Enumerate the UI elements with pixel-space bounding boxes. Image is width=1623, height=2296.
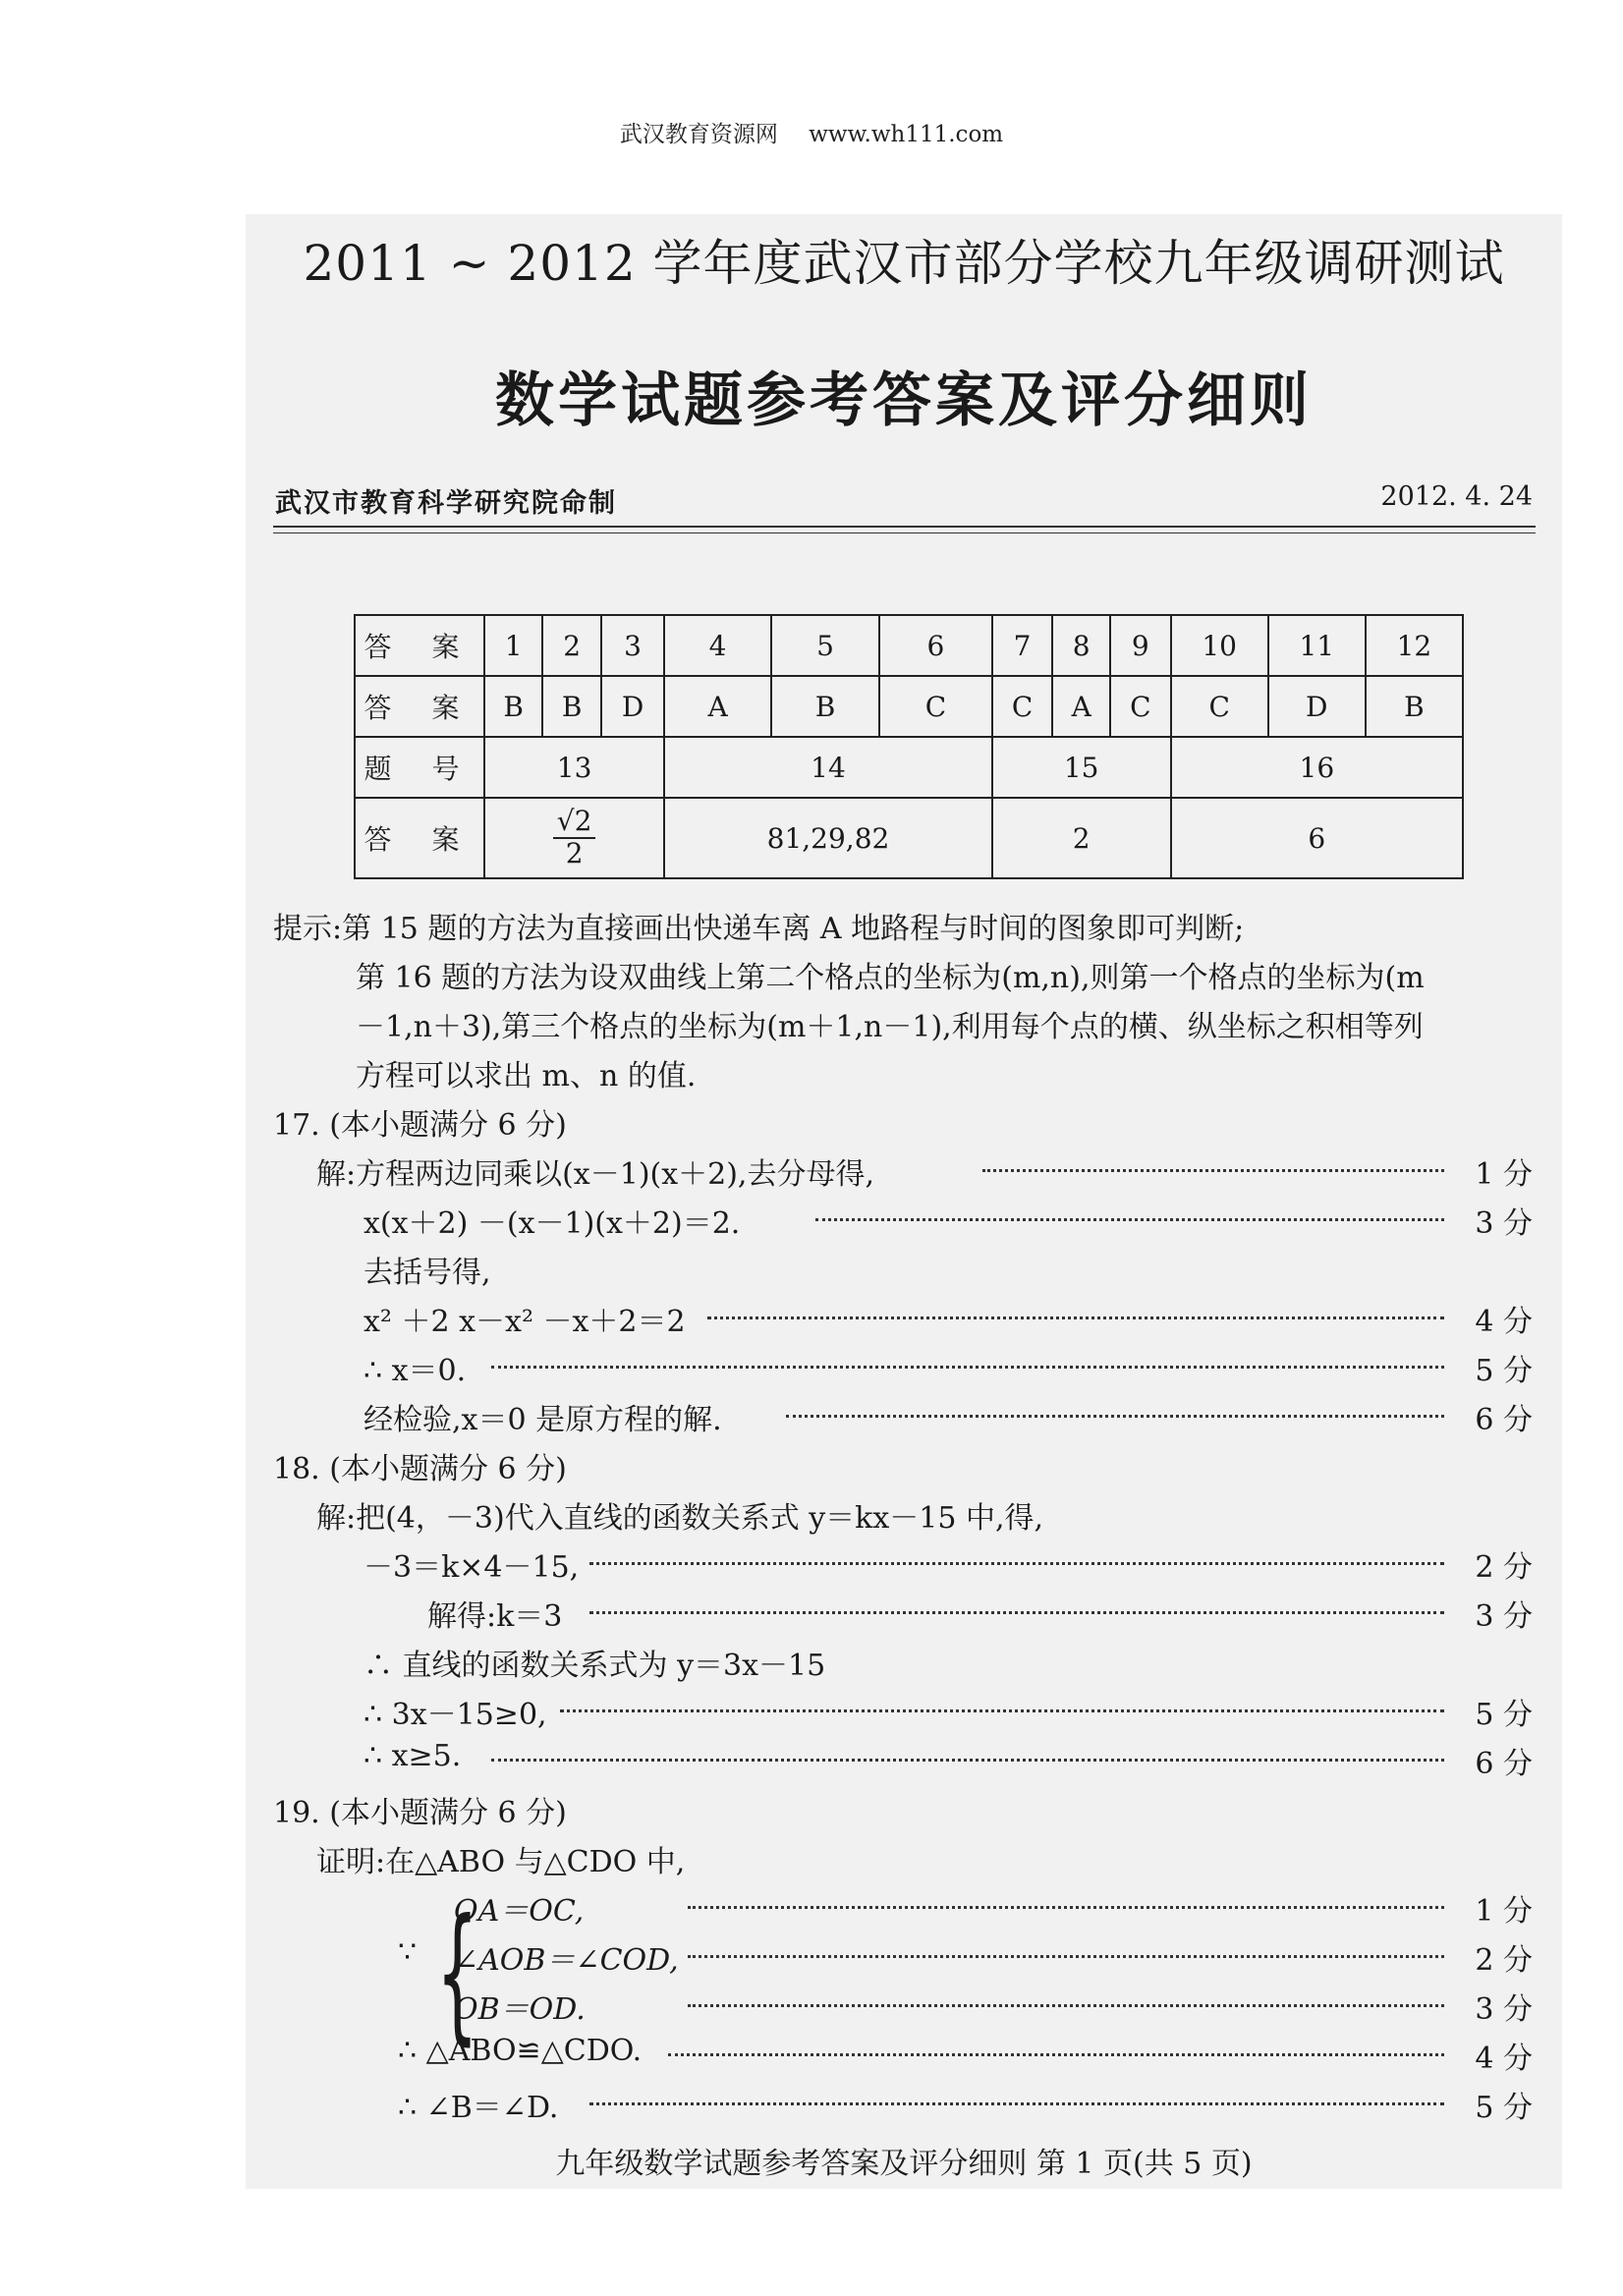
table-cell: A (664, 676, 771, 737)
site-url: www.wh111.com (809, 122, 1004, 147)
score: 6 分 (1475, 1747, 1533, 1781)
leader-dots (589, 2102, 1444, 2105)
doc-title-line1: 2011 ~ 2012 学年度武汉市部分学校九年级调研测试 (303, 235, 1505, 292)
leader-dots (688, 1906, 1444, 1909)
doc-title-line2: 数学试题参考答案及评分细则 (495, 366, 1313, 435)
table-cell: 5 (771, 615, 879, 676)
table-cell: 2 (542, 615, 600, 676)
table-cell: 12 (1366, 615, 1463, 676)
fraction-numerator: √2 (553, 807, 596, 839)
table-row (355, 676, 1463, 737)
table-cell: 3 (601, 615, 664, 676)
table-cell: 4 (664, 615, 771, 676)
table-cell: 10 (1171, 615, 1268, 676)
hint-line: 提示:第 15 题的方法为直接画出快递车离 A 地路程与时间的图象即可判断; (273, 912, 1245, 946)
leader-dots (815, 1218, 1444, 1221)
condition: ∠AOB＝∠COD, (454, 1943, 679, 1978)
table-cell: 9 (1110, 615, 1171, 676)
condition: OB＝OD. (454, 1992, 586, 2027)
solution-step: ∴ ∠B＝∠D. (398, 2091, 559, 2125)
hint-line: 方程可以求出 m、n 的值. (356, 1059, 697, 1093)
because-symbol: ∵ (398, 1935, 418, 1970)
table-cell: C (879, 676, 992, 737)
leader-dots (589, 1562, 1444, 1565)
row-header: 答 案 (355, 676, 484, 737)
table-cell: D (1268, 676, 1366, 737)
table-cell: 15 (992, 737, 1171, 798)
leader-dots (668, 2053, 1444, 2056)
answer-table (354, 614, 1464, 879)
hint-line: 第 16 题的方法为设双曲线上第二个格点的坐标为(m,n),则第一个格点的坐标为(m (356, 961, 1425, 995)
score: 6 分 (1475, 1403, 1533, 1437)
score: 5 分 (1475, 1698, 1533, 1732)
hint-line: －1,n＋3),第三个格点的坐标为(m＋1,n－1),利用每个点的横、纵坐标之积相等列 (356, 1010, 1424, 1044)
solution-step: 解:方程两边同乘以(x－1)(x＋2),去分母得, (316, 1157, 875, 1192)
score: 1 分 (1475, 1894, 1533, 1929)
solution-step: x(x＋2) －(x－1)(x＋2)＝2. (364, 1206, 741, 1241)
table-cell (484, 798, 664, 878)
solution-step: －3＝k×4－15, (364, 1550, 580, 1585)
leader-dots (786, 1415, 1444, 1418)
score: 3 分 (1475, 1599, 1533, 1634)
leader-dots (560, 1709, 1444, 1712)
table-cell: D (601, 676, 664, 737)
table-cell: 11 (1268, 615, 1366, 676)
table-cell: A (1052, 676, 1110, 737)
question-heading: 19. (本小题满分 6 分) (273, 1796, 567, 1830)
table-row (355, 798, 1463, 878)
header-rule (273, 526, 1536, 528)
condition: OA＝OC, (454, 1894, 585, 1929)
score: 2 分 (1475, 1550, 1533, 1585)
solution-step: x² ＋2 x－x² －x＋2＝2 (364, 1305, 686, 1339)
org-name: 武汉市教育科学研究院命制 (275, 488, 617, 519)
solution-step: 经检验,x＝0 是原方程的解. (364, 1403, 722, 1437)
score: 5 分 (1475, 2091, 1533, 2125)
site-header (0, 116, 1623, 148)
table-cell: 6 (879, 615, 992, 676)
fraction-denominator: 2 (565, 837, 584, 869)
score: 3 分 (1475, 1206, 1533, 1241)
table-row (355, 615, 1463, 676)
table-cell: 7 (992, 615, 1053, 676)
score: 4 分 (1475, 1305, 1533, 1339)
table-cell: 13 (484, 737, 664, 798)
solution-step: ∴ 3x－15≥0, (364, 1698, 547, 1732)
leader-dots (491, 1759, 1444, 1762)
table-cell: B (542, 676, 600, 737)
leader-dots (707, 1316, 1444, 1319)
score: 2 分 (1475, 1943, 1533, 1978)
solution-step: ∴ 直线的函数关系式为 y＝3x－15 (364, 1649, 826, 1683)
solution-step: ∴ x≥5. (364, 1739, 462, 1773)
page-footer: 九年级数学试题参考答案及评分细则 第 1 页(共 5 页) (555, 2147, 1253, 2181)
table-cell: B (771, 676, 879, 737)
header-rule-thin (273, 532, 1536, 533)
table-cell: 81,29,82 (664, 798, 991, 878)
solution-step: ∴ x＝0. (364, 1354, 467, 1388)
table-cell: B (1366, 676, 1463, 737)
leader-dots (688, 2004, 1444, 2007)
site-name: 武汉教育资源网 (619, 122, 778, 147)
score: 5 分 (1475, 1354, 1533, 1388)
row-header: 题 号 (355, 737, 484, 798)
table-cell: 8 (1052, 615, 1110, 676)
score: 1 分 (1475, 1157, 1533, 1192)
table-cell: 6 (1171, 798, 1463, 878)
leader-dots (491, 1366, 1444, 1369)
row-header: 答 案 (355, 615, 484, 676)
solution-step: ∴ △ABO≌△CDO. (398, 2034, 643, 2068)
solution-step: 解得:k＝3 (427, 1599, 563, 1634)
table-cell: C (992, 676, 1053, 737)
score: 4 分 (1475, 2042, 1533, 2076)
table-row (355, 737, 1463, 798)
score: 3 分 (1475, 1992, 1533, 2027)
table-cell: 2 (992, 798, 1171, 878)
table-cell: 16 (1171, 737, 1463, 798)
table-cell: 1 (484, 615, 542, 676)
solution-step: 证明:在△ABO 与△CDO 中, (316, 1845, 686, 1879)
table-cell: B (484, 676, 542, 737)
table-cell: C (1110, 676, 1171, 737)
question-heading: 18. (本小题满分 6 分) (273, 1452, 567, 1486)
table-cell: C (1171, 676, 1268, 737)
left-brace: { (436, 1888, 478, 2059)
leader-dots (589, 1611, 1444, 1614)
fraction (553, 807, 596, 869)
leader-dots (982, 1169, 1444, 1172)
table-cell: 14 (664, 737, 991, 798)
question-heading: 17. (本小题满分 6 分) (273, 1108, 567, 1143)
row-header: 答 案 (355, 798, 484, 878)
solution-step: 解:把(4，－3)代入直线的函数关系式 y＝kx－15 中,得, (316, 1501, 1044, 1536)
doc-date: 2012. 4. 24 (1380, 481, 1533, 512)
solution-step: 去括号得, (364, 1256, 491, 1290)
leader-dots (688, 1955, 1444, 1958)
